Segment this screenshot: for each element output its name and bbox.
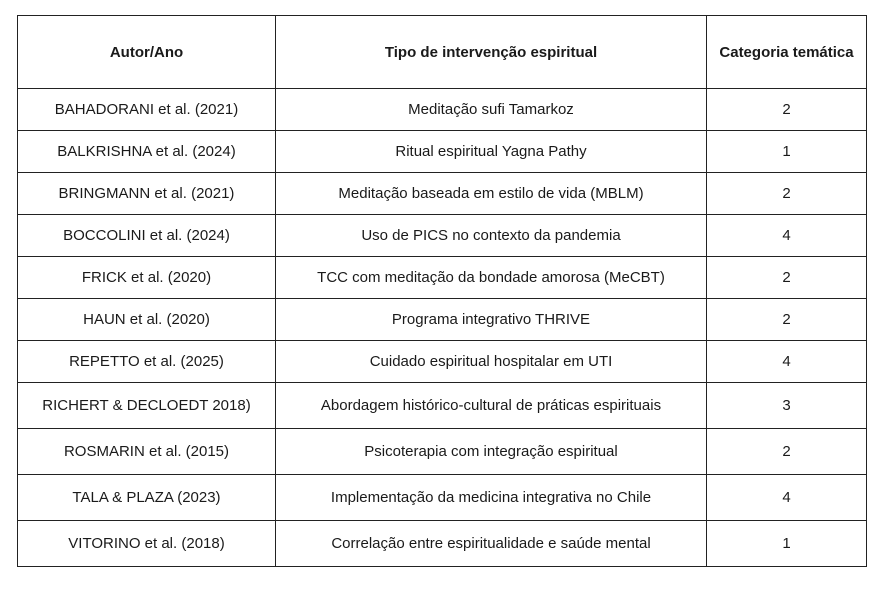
- intervention-cell: Implementação da medicina integrativa no Chile: [276, 475, 707, 521]
- category-cell: 2: [707, 257, 867, 299]
- intervention-cell: Ritual espiritual Yagna Pathy: [276, 131, 707, 173]
- table-row: [18, 215, 867, 257]
- category-cell: 2: [707, 299, 867, 341]
- category-cell: 2: [707, 89, 867, 131]
- intervention-cell: Correlação entre espiritualidade e saúde mental: [276, 521, 707, 567]
- author-cell: BOCCOLINI et al. (2024): [18, 215, 276, 257]
- interventions-table: [17, 15, 867, 567]
- author-cell: TALA & PLAZA (2023): [18, 475, 276, 521]
- author-cell: REPETTO et al. (2025): [18, 341, 276, 383]
- header-intervention-type: Tipo de intervenção espiritual: [276, 16, 707, 89]
- author-cell: HAUN et al. (2020): [18, 299, 276, 341]
- intervention-cell: Abordagem histórico-cultural de práticas espirituais: [276, 383, 707, 429]
- table-row: [18, 341, 867, 383]
- table-row: [18, 131, 867, 173]
- intervention-cell: TCC com meditação da bondade amorosa (MeCBT): [276, 257, 707, 299]
- table-row: [18, 521, 867, 567]
- table-row: [18, 173, 867, 215]
- table-row: [18, 89, 867, 131]
- intervention-cell: Meditação sufi Tamarkoz: [276, 89, 707, 131]
- author-cell: BALKRISHNA et al. (2024): [18, 131, 276, 173]
- header-author-year: Autor/Ano: [18, 16, 276, 89]
- category-cell: 3: [707, 383, 867, 429]
- category-cell: 4: [707, 341, 867, 383]
- table-row: [18, 299, 867, 341]
- category-cell: 1: [707, 521, 867, 567]
- header-thematic-category: Categoria temática: [707, 16, 867, 89]
- author-cell: BAHADORANI et al. (2021): [18, 89, 276, 131]
- category-cell: 2: [707, 173, 867, 215]
- header-row: [18, 16, 867, 89]
- intervention-cell: Psicoterapia com integração espiritual: [276, 429, 707, 475]
- intervention-cell: Uso de PICS no contexto da pandemia: [276, 215, 707, 257]
- category-cell: 2: [707, 429, 867, 475]
- author-cell: FRICK et al. (2020): [18, 257, 276, 299]
- category-cell: 4: [707, 215, 867, 257]
- author-cell: BRINGMANN et al. (2021): [18, 173, 276, 215]
- table-row: [18, 383, 867, 429]
- category-cell: 4: [707, 475, 867, 521]
- table-row: [18, 257, 867, 299]
- category-cell: 1: [707, 131, 867, 173]
- author-cell: VITORINO et al. (2018): [18, 521, 276, 567]
- table-row: [18, 475, 867, 521]
- intervention-cell: Programa integrativo THRIVE: [276, 299, 707, 341]
- author-cell: ROSMARIN et al. (2015): [18, 429, 276, 475]
- author-cell: RICHERT & DECLOEDT 2018): [18, 383, 276, 429]
- table-row: [18, 429, 867, 475]
- intervention-cell: Meditação baseada em estilo de vida (MBLM): [276, 173, 707, 215]
- intervention-cell: Cuidado espiritual hospitalar em UTI: [276, 341, 707, 383]
